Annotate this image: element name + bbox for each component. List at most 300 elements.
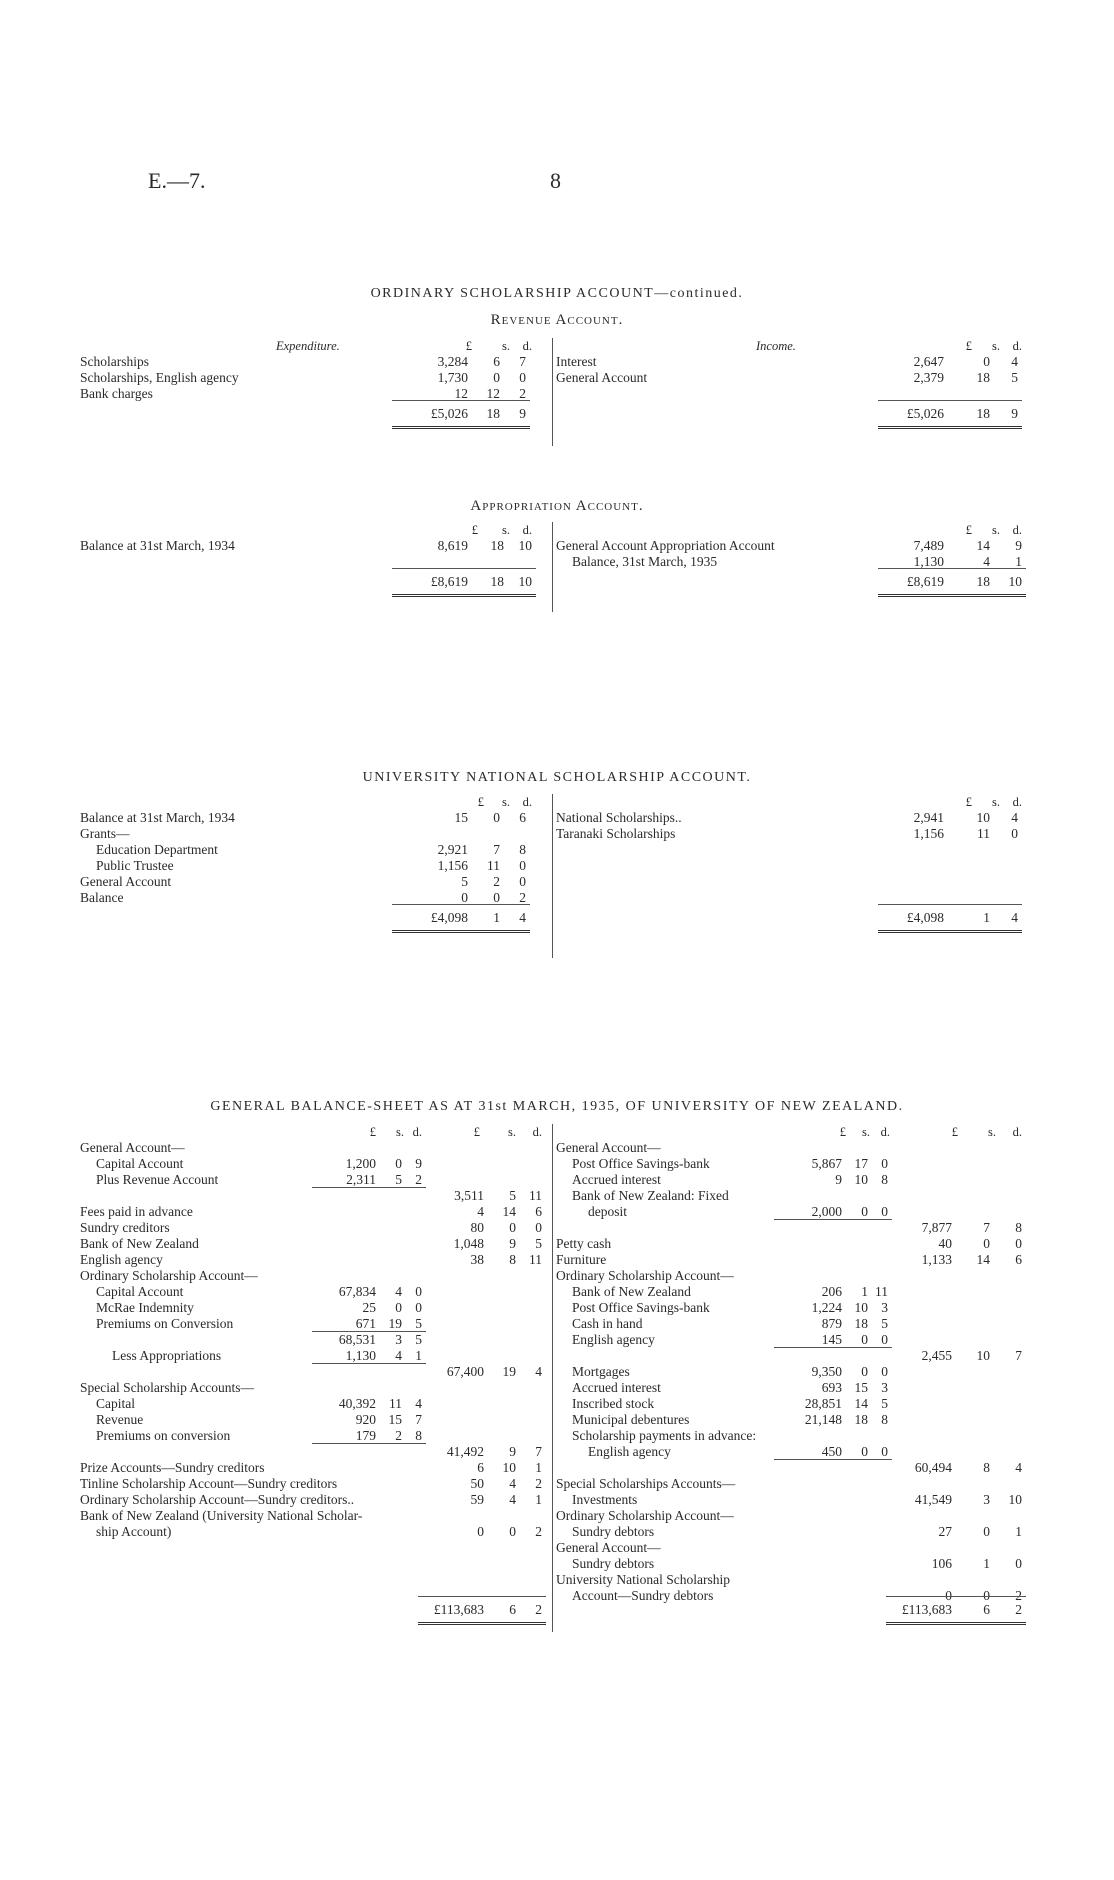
ledger-row — [80, 842, 550, 858]
balance-label: Ordinary Scholarship Account— — [556, 1268, 734, 1283]
balance-sheet-table — [80, 1124, 1024, 1632]
shillings-value: 2 — [493, 874, 500, 889]
inner-pence: 4 — [415, 1396, 422, 1411]
subtotal-rule — [312, 1363, 426, 1364]
pence-value: 0 — [519, 370, 526, 385]
balance-label: deposit — [588, 1204, 627, 1219]
ledger-label: Grants— — [80, 826, 130, 841]
balance-row — [556, 1140, 1024, 1156]
university-debit-side — [80, 794, 550, 925]
ledger-row — [556, 354, 1024, 370]
subtotal-rule — [312, 1331, 426, 1332]
balance-label: Ordinary Scholarship Account—Sundry creditors.. — [80, 1492, 355, 1507]
inner-pounds: 1,224 — [811, 1300, 842, 1315]
outer-pence: 7 — [1015, 1348, 1022, 1363]
pounds-value: 1,730 — [437, 370, 468, 385]
pence-value: 1 — [1015, 554, 1022, 569]
total-rule — [392, 904, 530, 905]
ledger-label: Scholarships, English agency — [80, 370, 239, 385]
balance-row — [556, 1476, 1024, 1492]
ledger-row — [556, 538, 1024, 554]
balance-row — [556, 1428, 1024, 1444]
balance-label: ship Account) — [96, 1524, 172, 1539]
balance-label: Furniture — [556, 1252, 607, 1267]
balance-label: Investments — [572, 1492, 638, 1507]
inner-shillings: 3 — [395, 1332, 402, 1347]
inner-pounds: 450 — [821, 1444, 842, 1459]
ledger-label: General Account — [556, 370, 648, 385]
balance-label: Petty cash — [556, 1236, 612, 1251]
outer-shillings: 4 — [509, 1476, 516, 1491]
balance-row — [556, 1492, 1024, 1508]
university-account-title: UNIVERSITY NATIONAL SCHOLARSHIP ACCOUNT. — [362, 770, 752, 785]
balance-label: Tinline Scholarship Account—Sundry creditors — [80, 1476, 338, 1491]
shillings-value: 0 — [983, 354, 990, 369]
ledger-label: Balance at 31st March, 1934 — [80, 538, 235, 553]
ledger-label: National Scholarships.. — [556, 810, 682, 825]
balance-label: Less Appropriations — [112, 1348, 222, 1363]
balance-row — [556, 1316, 1024, 1332]
total-rule — [878, 904, 1022, 905]
balance-row — [556, 1284, 1024, 1300]
outer-pounds: 0 — [477, 1524, 484, 1539]
balance-row — [556, 1572, 1024, 1588]
inner-pence: 11 — [875, 1284, 888, 1299]
inner-shillings: 18 — [854, 1412, 868, 1427]
inner-pence: 0 — [881, 1364, 888, 1379]
outer-pence: 6 — [535, 1204, 542, 1219]
outer-shillings: 10 — [502, 1460, 516, 1475]
balance-label: Municipal debentures — [572, 1412, 690, 1427]
pound-header: £ — [965, 795, 972, 809]
inner-pounds: 25 — [362, 1300, 376, 1315]
total-rule — [392, 400, 530, 401]
total-double-rule — [392, 594, 536, 597]
balance-row — [556, 1380, 1024, 1396]
total-shillings: 18 — [976, 574, 990, 589]
subtotal-rule — [774, 1459, 892, 1460]
outer-shillings: 0 — [983, 1588, 990, 1603]
pence-value: 7 — [519, 354, 526, 369]
outer-shilling-header: s. — [988, 1125, 996, 1139]
outer-shillings: 19 — [502, 1364, 516, 1379]
balance-label: Sundry creditors — [80, 1220, 170, 1235]
balance-row — [556, 1396, 1024, 1412]
total-double-rule — [878, 930, 1022, 933]
total-row — [556, 1602, 1024, 1618]
inner-pence: 5 — [881, 1316, 888, 1331]
balance-label: Scholarship payments in advance: — [572, 1428, 757, 1443]
balance-label: Post Office Savings-bank — [572, 1300, 710, 1315]
inner-pence: 0 — [881, 1156, 888, 1171]
inner-pence: 0 — [881, 1204, 888, 1219]
shilling-header: s. — [502, 339, 510, 353]
total-pence: 2 — [1015, 1602, 1022, 1617]
pound-header: £ — [965, 339, 972, 353]
balance-row — [80, 1252, 550, 1268]
university-credit-side — [556, 794, 1024, 925]
inner-shilling-header: s. — [396, 1125, 404, 1139]
outer-pence: 2 — [535, 1476, 542, 1491]
inner-shillings: 15 — [854, 1380, 868, 1395]
pence-value: 5 — [1011, 370, 1018, 385]
inner-pence: 5 — [415, 1316, 422, 1331]
shillings-value: 11 — [977, 826, 990, 841]
inner-shillings: 1 — [861, 1284, 868, 1299]
total-pounds: £4,098 — [430, 910, 468, 925]
balance-row — [80, 1332, 550, 1348]
outer-pence: 0 — [535, 1220, 542, 1235]
outer-pounds: 41,492 — [446, 1444, 484, 1459]
pounds-value: 3,284 — [437, 354, 468, 369]
total-double-rule — [392, 930, 530, 933]
outer-pounds: 6 — [477, 1460, 484, 1475]
outer-pence: 6 — [1015, 1252, 1022, 1267]
balance-label: Ordinary Scholarship Account— — [80, 1268, 258, 1283]
inner-shillings: 5 — [395, 1172, 402, 1187]
outer-shillings: 9 — [509, 1236, 516, 1251]
inner-pounds: 693 — [821, 1380, 842, 1395]
inner-shillings: 0 — [395, 1300, 402, 1315]
balance-label: Accrued interest — [572, 1172, 661, 1187]
ledger-row — [80, 826, 550, 842]
inner-shillings: 19 — [388, 1316, 402, 1331]
pounds-value: 0 — [461, 890, 468, 905]
total-double-rule — [886, 1622, 1026, 1625]
balance-row — [556, 1252, 1024, 1268]
income-heading: Income. — [756, 339, 796, 353]
outer-pence: 11 — [529, 1188, 542, 1203]
total-rule — [878, 568, 1026, 569]
subtotal-rule — [774, 1219, 892, 1220]
pounds-value: 1,130 — [913, 554, 944, 569]
shillings-value: 11 — [487, 858, 500, 873]
total-rule — [886, 1596, 1026, 1597]
total-shillings: 18 — [490, 574, 504, 589]
inner-shillings: 17 — [854, 1156, 868, 1171]
shillings-value: 0 — [493, 810, 500, 825]
shillings-value: 14 — [976, 538, 990, 553]
outer-pounds: 80 — [470, 1220, 484, 1235]
inner-pence: 8 — [415, 1428, 422, 1443]
outer-pence: 7 — [535, 1444, 542, 1459]
ledger-row — [556, 826, 1024, 842]
balance-label: Bank of New Zealand — [80, 1236, 199, 1251]
balance-label: Fees paid in advance — [80, 1204, 193, 1219]
balance-row — [556, 1364, 1024, 1380]
inner-pounds: 68,531 — [338, 1332, 376, 1347]
shillings-value: 0 — [493, 370, 500, 385]
subtotal-rule — [312, 1443, 426, 1444]
outer-shillings: 4 — [509, 1492, 516, 1507]
ledger-label: Scholarships — [80, 354, 149, 369]
ledger-row — [80, 538, 550, 554]
balance-row — [80, 1380, 550, 1396]
balance-label: Revenue — [96, 1412, 144, 1427]
inner-pence: 5 — [415, 1332, 422, 1347]
balance-row — [80, 1236, 550, 1252]
total-double-rule — [392, 426, 530, 429]
balance-row — [556, 1172, 1024, 1188]
ledger-label: Bank charges — [80, 386, 153, 401]
inner-pounds: 28,851 — [804, 1396, 842, 1411]
outer-pounds: 0 — [945, 1588, 952, 1603]
balance-row — [80, 1460, 550, 1476]
balance-label: Account—Sundry debtors — [572, 1588, 714, 1603]
ledger-label: Balance — [80, 890, 124, 905]
inner-shillings: 0 — [861, 1204, 868, 1219]
column-divider — [552, 338, 553, 446]
total-shillings: 1 — [493, 910, 500, 925]
balance-row — [80, 1316, 550, 1332]
assets-side — [556, 1124, 1024, 1617]
balance-label: Plus Revenue Account — [96, 1172, 219, 1187]
balance-row — [80, 1412, 550, 1428]
revenue-expenditure-side — [80, 338, 550, 421]
pence-value: 0 — [1011, 826, 1018, 841]
pound-header: £ — [465, 339, 472, 353]
outer-shillings: 0 — [509, 1524, 516, 1539]
inner-pence: 3 — [881, 1300, 888, 1315]
balance-label: McRae Indemnity — [96, 1300, 194, 1315]
inner-pounds: 920 — [355, 1412, 376, 1427]
outer-pence-header: d. — [532, 1125, 542, 1139]
inner-shillings: 4 — [395, 1284, 402, 1299]
ledger-label: Interest — [556, 354, 597, 369]
pence-value: 10 — [518, 538, 532, 553]
pound-header: £ — [471, 523, 478, 537]
inner-pence: 3 — [881, 1380, 888, 1395]
balance-row — [80, 1140, 550, 1156]
inner-shillings: 10 — [854, 1300, 868, 1315]
ledger-row — [80, 370, 550, 386]
outer-pounds: 41,549 — [914, 1492, 952, 1507]
liabilities-side — [80, 1124, 550, 1617]
outer-pence: 4 — [1015, 1460, 1022, 1475]
outer-shillings: 0 — [509, 1220, 516, 1235]
total-pence: 10 — [518, 574, 532, 589]
outer-shillings: 8 — [509, 1252, 516, 1267]
outer-shillings: 1 — [983, 1556, 990, 1571]
total-pounds: £5,026 — [906, 406, 944, 421]
pounds-value: 15 — [454, 810, 468, 825]
outer-pence-header: d. — [1012, 1125, 1022, 1139]
inner-pounds: 671 — [355, 1316, 376, 1331]
outer-pounds: 27 — [938, 1524, 952, 1539]
outer-shillings: 10 — [976, 1348, 990, 1363]
pence-value: 6 — [519, 810, 526, 825]
inner-pounds: 206 — [821, 1284, 842, 1299]
balance-row — [80, 1156, 550, 1172]
pounds-value: 8,619 — [437, 538, 468, 553]
inner-pence-header: d. — [880, 1125, 890, 1139]
balance-label: Special Scholarships Accounts— — [556, 1476, 736, 1491]
outer-pounds: 40 — [938, 1236, 952, 1251]
balance-row — [556, 1508, 1024, 1524]
outer-pounds: 38 — [470, 1252, 484, 1267]
ledger-row — [80, 354, 550, 370]
inner-pounds: 67,834 — [338, 1284, 376, 1299]
inner-pounds: 2,000 — [811, 1204, 842, 1219]
ledger-row — [80, 874, 550, 890]
ledger-label: General Account — [80, 874, 172, 889]
inner-shilling-header: s. — [862, 1125, 870, 1139]
ledger-row — [556, 370, 1024, 386]
ledger-row — [80, 810, 550, 826]
pence-header: d. — [1012, 523, 1022, 537]
balance-label: University National Scholarship — [556, 1572, 730, 1587]
shillings-value: 4 — [983, 554, 990, 569]
outer-pounds: 67,400 — [446, 1364, 484, 1379]
total-rule — [418, 1596, 546, 1597]
total-double-rule — [878, 426, 1022, 429]
balance-row — [556, 1332, 1024, 1348]
shillings-value: 10 — [976, 810, 990, 825]
pounds-value: 1,156 — [913, 826, 944, 841]
inner-shillings: 18 — [854, 1316, 868, 1331]
total-pence: 9 — [1011, 406, 1018, 421]
pounds-value: 12 — [454, 386, 468, 401]
outer-shillings: 5 — [509, 1188, 516, 1203]
shillings-value: 12 — [486, 386, 500, 401]
balance-label: Cash in hand — [572, 1316, 643, 1331]
balance-label: General Account— — [80, 1140, 185, 1155]
inner-pence-header: d. — [412, 1125, 422, 1139]
balance-label: Bank of New Zealand — [572, 1284, 691, 1299]
inner-pence: 8 — [881, 1172, 888, 1187]
total-shillings: 6 — [983, 1602, 990, 1617]
shilling-header: s. — [502, 523, 510, 537]
balance-label: General Account— — [556, 1540, 661, 1555]
inner-pound-header: £ — [369, 1125, 376, 1139]
outer-pence: 4 — [535, 1364, 542, 1379]
total-row — [80, 910, 550, 926]
balance-row — [80, 1364, 550, 1380]
subtotal-rule — [312, 1187, 426, 1188]
pounds-value: 2,921 — [437, 842, 468, 857]
outer-shillings: 14 — [502, 1204, 516, 1219]
total-row — [80, 574, 550, 590]
inner-shillings: 2 — [395, 1428, 402, 1443]
column-divider — [552, 794, 553, 958]
outer-pounds: 7,877 — [921, 1220, 952, 1235]
total-pounds: £4,098 — [906, 910, 944, 925]
inner-pounds: 9 — [835, 1172, 842, 1187]
total-pence: 4 — [1011, 910, 1018, 925]
total-shillings: 6 — [509, 1602, 516, 1617]
inner-pence: 5 — [881, 1396, 888, 1411]
total-rule — [392, 568, 536, 569]
balance-row — [556, 1460, 1024, 1476]
pounds-value: 2,647 — [913, 354, 944, 369]
ledger-label: Education Department — [96, 842, 218, 857]
inner-pounds: 179 — [355, 1428, 376, 1443]
inner-pounds: 21,148 — [804, 1412, 842, 1427]
balance-label: Capital Account — [96, 1284, 184, 1299]
pounds-value: 1,156 — [437, 858, 468, 873]
inner-shillings: 4 — [395, 1348, 402, 1363]
outer-shilling-header: s. — [508, 1125, 516, 1139]
balance-row — [80, 1492, 550, 1508]
outer-pounds: 1,133 — [921, 1252, 952, 1267]
outer-pound-header: £ — [951, 1125, 958, 1139]
pence-header: d. — [1012, 795, 1022, 809]
inner-shillings: 0 — [861, 1444, 868, 1459]
balance-label: Special Scholarship Accounts— — [80, 1380, 254, 1395]
ledger-row — [556, 810, 1024, 826]
total-row — [80, 406, 550, 422]
inner-shillings: 14 — [854, 1396, 868, 1411]
balance-label: Mortgages — [572, 1364, 630, 1379]
pence-header: d. — [522, 523, 532, 537]
outer-pounds: 59 — [470, 1492, 484, 1507]
inner-pence: 1 — [415, 1348, 422, 1363]
inner-pounds: 145 — [821, 1332, 842, 1347]
ledger-label: Taranaki Scholarships — [556, 826, 676, 841]
outer-pounds: 106 — [931, 1556, 952, 1571]
inner-pounds: 9,350 — [811, 1364, 842, 1379]
outer-pence: 1 — [1015, 1524, 1022, 1539]
total-pence: 10 — [1008, 574, 1022, 589]
balance-label: Capital — [96, 1396, 135, 1411]
expenditure-heading: Expenditure. — [276, 339, 340, 353]
balance-label: English agency — [588, 1444, 671, 1459]
balance-label: Capital Account — [96, 1156, 184, 1171]
total-rule — [878, 400, 1022, 401]
balance-row — [80, 1204, 550, 1220]
balance-label: English agency — [572, 1332, 655, 1347]
inner-pence: 0 — [415, 1284, 422, 1299]
outer-pence: 10 — [1008, 1492, 1022, 1507]
total-pounds: £8,619 — [906, 574, 944, 589]
inner-pence: 2 — [415, 1172, 422, 1187]
ledger-label: Balance at 31st March, 1934 — [80, 810, 235, 825]
balance-row — [556, 1156, 1024, 1172]
balance-row — [556, 1444, 1024, 1460]
inner-pound-header: £ — [839, 1125, 846, 1139]
pound-header: £ — [477, 795, 484, 809]
subtotal-rule — [774, 1347, 892, 1348]
page-number: 8 — [550, 168, 561, 193]
outer-shillings: 0 — [983, 1524, 990, 1539]
balance-label: Bank of New Zealand (University National Scholar- — [80, 1508, 363, 1523]
inner-shillings: 0 — [861, 1364, 868, 1379]
total-pounds: £5,026 — [430, 406, 468, 421]
pence-value: 0 — [519, 858, 526, 873]
outer-pence: 1 — [535, 1492, 542, 1507]
balance-row — [80, 1396, 550, 1412]
outer-pounds: 3,511 — [454, 1188, 484, 1203]
appropriation-debit-side — [80, 522, 550, 589]
inner-pence: 0 — [415, 1300, 422, 1315]
balance-label: Premiums on conversion — [96, 1428, 231, 1443]
inner-pounds: 5,867 — [811, 1156, 842, 1171]
inner-shillings: 11 — [389, 1396, 402, 1411]
shillings-value: 18 — [976, 370, 990, 385]
ledger-row — [80, 858, 550, 874]
outer-pence: 0 — [1015, 1236, 1022, 1251]
balance-row — [556, 1236, 1024, 1252]
total-shillings: 18 — [976, 406, 990, 421]
outer-pence: 8 — [1015, 1220, 1022, 1235]
balance-label: Premiums on Conversion — [96, 1316, 234, 1331]
balance-row — [80, 1300, 550, 1316]
balance-row — [80, 1268, 550, 1284]
inner-pounds: 40,392 — [338, 1396, 376, 1411]
total-row — [556, 406, 1024, 422]
shillings-value: 0 — [493, 890, 500, 905]
appropriation-account-title: Appropriation Account. — [470, 498, 644, 514]
